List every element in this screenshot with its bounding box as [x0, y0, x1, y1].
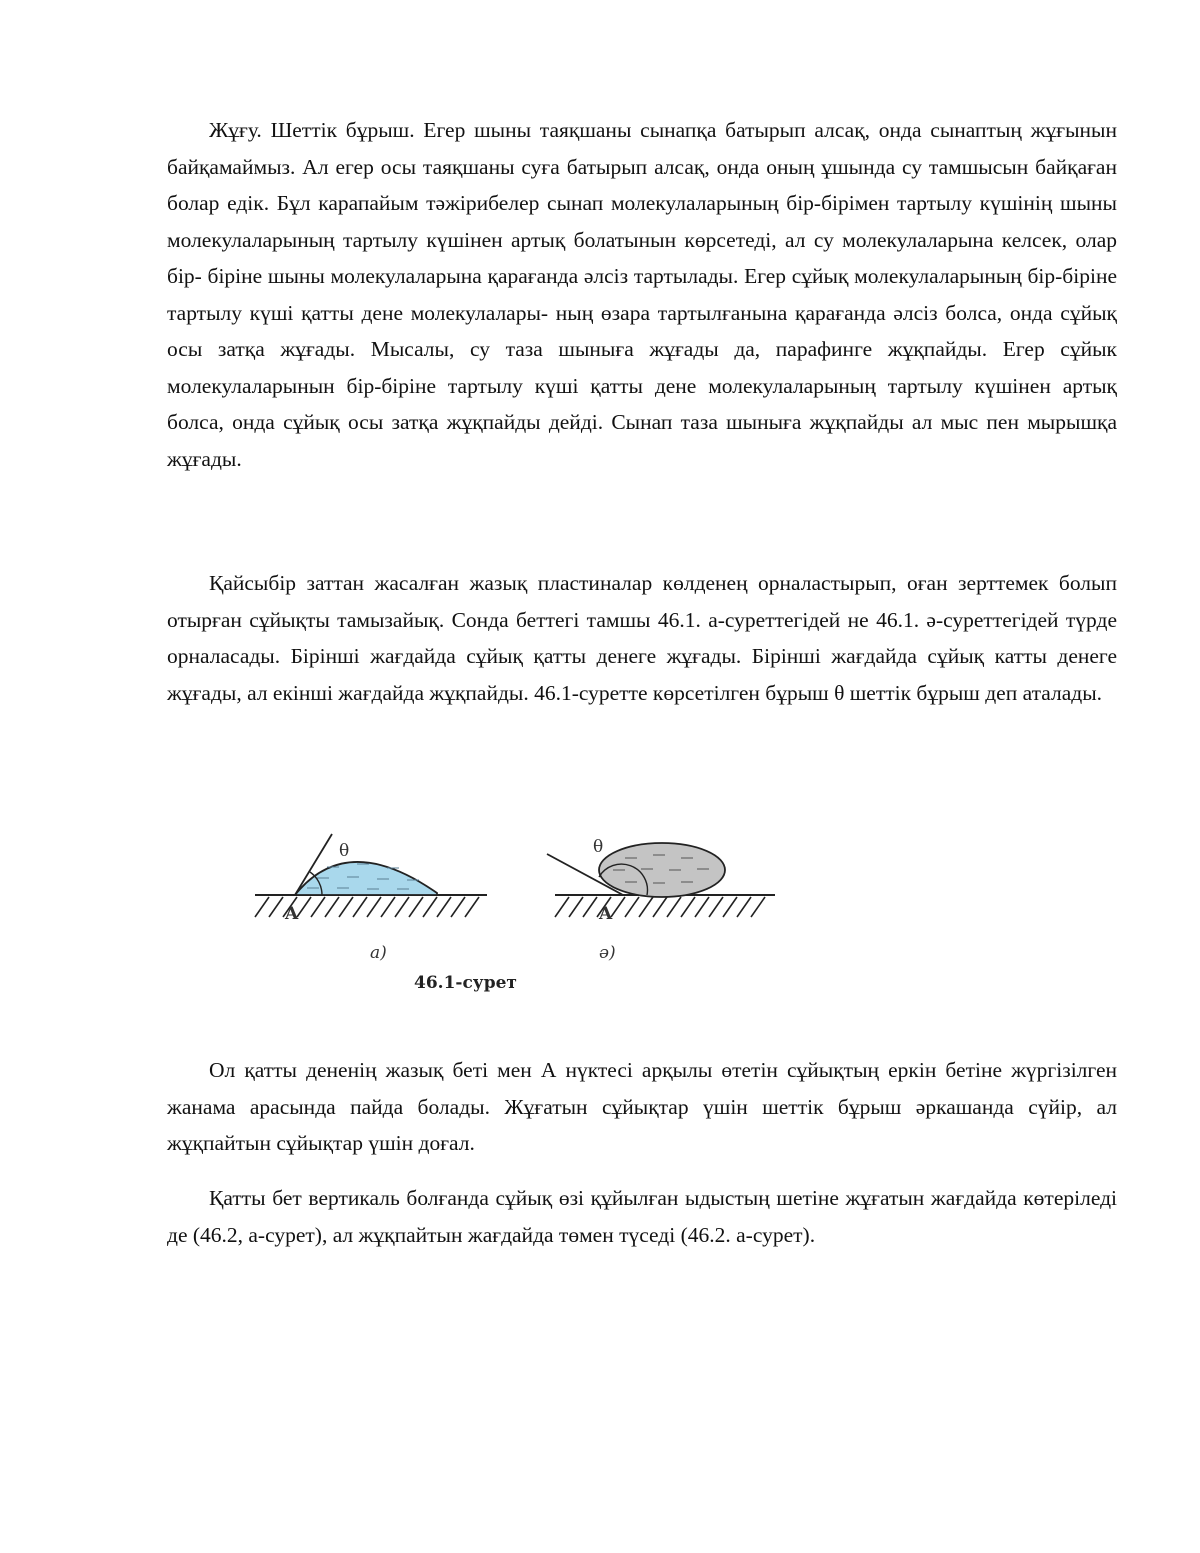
figure-46-1-labels — [207, 822, 537, 1027]
theta-label-a: θ — [339, 841, 350, 861]
panel-label-b: ә) — [599, 943, 616, 963]
paragraph-angle-definition: Ол қатты дененің жазық беті мен А нүктесі арқылы өтетін сұйықтың еркін бетіне жүргізілген жанама арасында пайда болады. Жұғатын сұйықтар үшін шеттік бұрыш әркашанда сүйір, ал жұқпайтын сұйықтар үшін доғал. — [167, 1058, 1117, 1155]
hatching-b — [555, 897, 765, 917]
paragraph-contact-angle: Қайсыбір заттан жасалған жазық пластиналар көлденең орналастырып, оған зерттемек болып отырған сұйықты тамызайық. Сонда беттегі тамшы 46.1. а-суреттегідей не 46.1. ә-суреттегідей түрде орналасады. Бірінші жағдайда сұйық қатты денеге жұғады. Бірінші жағдайда сұйық катты денеге жұғады, ал екінші жағдайда жұқпайды. 46.1-суретте көрсетілген бұрыш θ шеттік бұрыш деп аталады. — [167, 571, 1117, 705]
figure-46-1-panel-b — [535, 822, 785, 1027]
panel-label-a: а) — [370, 943, 387, 963]
point-a-label-a: A — [285, 904, 299, 924]
paragraph-vertical-surface: Қатты бет вертикаль болғанда сұйық өзі құйылған ыдыстың шетіне жұғатын жағдайда көтеріледі де (46.2, а-сурет), ал жұқпайтын жағдайда төмен түседі (46.2. а-сурет). — [167, 1186, 1117, 1247]
theta-label-b: θ — [593, 837, 604, 857]
point-a-label-b: A — [599, 904, 613, 924]
figure-caption: 46.1-сурет — [414, 973, 517, 993]
paragraph-wetting-intro: Жұғу. Шеттік бұрыш. Егер шыны таяқшаны сынапқа батырып алсақ, онда сынаптың жұғынын байқамаймыз. Ал егер осы таяқшаны суға батырып алсақ, онда оның ұшында су тамшысын байқаған болар едік. Бұл карапайым тәжірибелер сынап молекулаларының бір-бірімен тартылу күшінің шыны молекулаларының тартылу күшінен артық болатынын көрсетеді, ал су молекулаларына келсек, олар бір- біріне шыны молекулаларына қарағанда әлсіз тартылады. Егер сұйық молекулаларының бір-біріне тартылу күші қатты дене молекулалары- ның өзара тартылғанына қарағанда әлсіз болса, онда сұйық осы затқа жұғады. Мысалы, су таза шыныға жұғады да, парафинге жұқпайды. Егер сұйык молекулаларынын бір-біріне тартылу күші қатты дене молекулаларының тартылу күшінен артық болса, онда сұйық осы затқа жұқпайды дейді. Сынап таза шыныға жұқпайды ал мыс пен мырышқа жұғады. — [167, 118, 1117, 471]
